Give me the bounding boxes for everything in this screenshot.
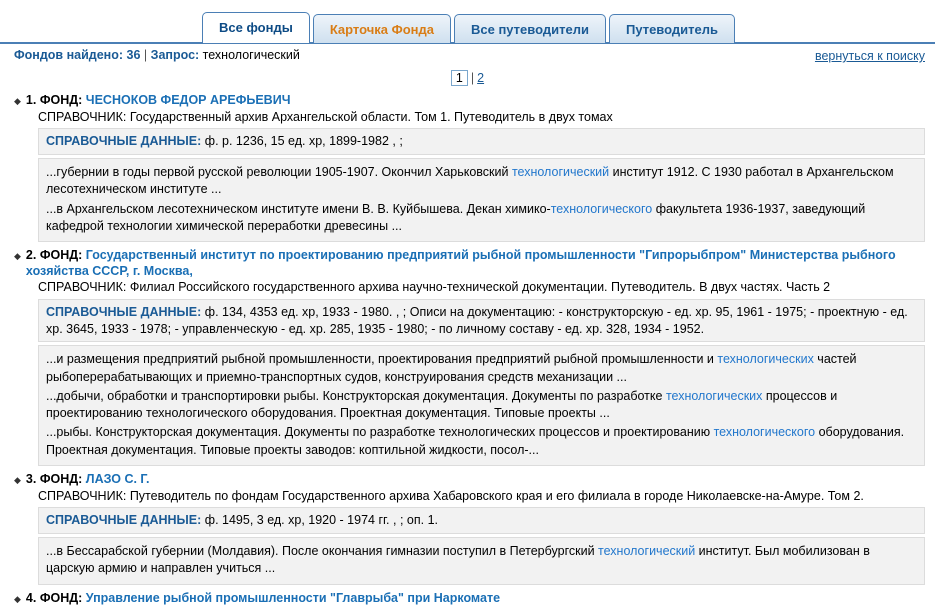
fond-number-label: 1. ФОНД: [25,93,83,107]
reference-data-value: ф. 134, 4353 ед. хр, 1933 - 1980. , ; Описи на документацию: - конструкторскую - ед. хр. 95, 1961 - 1975; - проектную - ед. хр. 3645, 1933 - 1978; - управленческую - ед. хр. 285, 1935 - 1980; - по личному составу - ед. хр. 328, 1934 - 1952. [46,304,908,336]
tab-all-guides[interactable]: Все путеводители [454,14,606,43]
bullet-icon: ◆ [14,474,21,485]
guide-label: СПРАВОЧНИК: [38,110,127,124]
snippet-text: оборудования. Проектная документация. Типовые проекты заводов: коптильной жидкости, посол-... [46,425,905,457]
snippet-text: ...добычи, обработки и транспортировки рыбы. Конструкторская документация. Документы по разработке [46,388,666,403]
query-value: технологический [202,48,300,62]
snippet-text: ...в Архангельском лесотехническом институте имени В. В. Куйбышева. Декан химико- [46,201,551,216]
guide-value: Филиал Российского государственного архива научно-технической документации. Путеводитель. В двух частях. Часть 2 [129,280,831,295]
tab-all-fonds[interactable]: Все фонды [202,12,310,43]
fond-name-link[interactable]: ЛАЗО С. Г. [85,471,150,486]
fond-name-link[interactable]: ЧЕСНОКОВ ФЕДОР АРЕФЬЕВИЧ [85,93,291,107]
snippet-text: ...в Бессарабской губернии (Молдавия). После окончания гимназии поступил в Петербургский [46,544,599,558]
bullet-icon: ◆ [14,593,21,604]
snippet-text: ...и размещения предприятий рыбной промышленности, проектирования предприятий рыбной промышленности и [46,352,718,367]
snippet-text: частей рыбоперерабатывающих и приемно-транспортных судов, конструирования средств механизации ... [46,352,857,384]
guide-label: СПРАВОЧНИК: [38,488,127,503]
snippet [46,351,917,386]
tab-guide[interactable]: Путеводитель [609,14,735,43]
result-heading [14,93,925,109]
pagination [0,66,935,89]
guide-line [38,109,925,125]
tab-fond-card[interactable]: Карточка Фонда [313,14,451,43]
snippet-keyword: технологический [511,165,610,180]
snippet [46,164,917,199]
reference-data-value: ф. 1495, 3 ед. хр, 1920 - 1974 гг. , ; оп. 1. [204,513,438,528]
fond-number-label: 3. ФОНД: [25,471,83,486]
found-count: 36 [126,48,141,62]
snippet [46,201,917,236]
fond-number-label: 2. ФОНД: [25,248,83,263]
snippet-keyword: технологического [550,201,653,216]
tab-bar [0,0,935,44]
result-item [14,93,925,242]
tab-list [202,12,735,43]
guide-line [38,279,925,295]
reference-data-label: СПРАВОЧНЫЕ ДАННЫЕ: [46,304,202,319]
result-item [14,248,925,466]
snippet-box [38,345,925,466]
results-info-bar [0,44,935,66]
snippet-keyword: технологических [717,352,814,367]
guide-value: Путеводитель по фондам Государственного архива Хабаровского края и его филиала в городе Николаевске-на-Амуре. Том 2. [129,488,864,503]
snippet [46,424,917,459]
snippet [46,388,917,423]
info-separator: | [143,48,148,62]
reference-data-box [38,507,925,534]
back-to-search-link[interactable]: вернуться к поиску [814,49,925,63]
snippet-keyword: технологический [598,544,696,558]
reference-data-label: СПРАВОЧНЫЕ ДАННЫЕ: [46,134,202,149]
results-list [0,89,935,613]
snippet-text: ...губернии в годы первой русской революции 1905-1907. Окончил Харьковский [46,165,512,180]
bullet-icon: ◆ [14,96,21,106]
snippet-box [38,158,925,242]
fond-name-link[interactable]: Государственный институт по проектированию предприятий рыбной промышленности "Гипрорыбпром" Министерства рыбного хозяйства СССР, г. Москва, [25,248,896,278]
result-heading [14,591,925,607]
snippet-box [38,537,925,585]
snippet-keyword: технологических [665,388,763,403]
snippet-text: ...рыбы. Конструкторская документация. Документы по разработке технологических процессов и проектированию [46,425,714,440]
snippet-text: факультета 1936-1937, заведующий кафедрой технологии химической переработки древесины ... [46,201,866,233]
guide-label: СПРАВОЧНИК: [38,280,127,295]
snippet-text: институт 1912. С 1930 работал в Архангельском лесотехническом институте ... [46,165,894,197]
reference-data-box [38,128,925,155]
result-heading [14,472,925,488]
bullet-icon: ◆ [14,251,21,262]
result-item [14,472,925,585]
reference-data-value: ф. р. 1236, 15 ед. хр, 1899-1982 , ; [204,134,403,149]
reference-data-label: СПРАВОЧНЫЕ ДАННЫЕ: [46,513,202,528]
result-heading [14,248,925,279]
query-label: Запрос: [150,48,200,62]
reference-data-box [38,299,925,343]
snippet-text: институт. Был мобилизован в царскую армию и направлен учиться ... [46,544,870,576]
page-separator: | [470,71,475,85]
guide-value: Государственный архив Архангельской области. Том 1. Путеводитель в двух томах [129,110,613,124]
snippet-keyword: технологического [713,425,816,440]
result-item [14,591,925,607]
page-link-2[interactable]: 2 [477,71,485,85]
fond-name-link[interactable]: Управление рыбной промышленности "Главрыба" при Наркомате [85,590,501,605]
snippet [46,543,917,578]
fond-number-label: 4. ФОНД: [25,590,83,605]
guide-line [38,488,925,504]
found-label: Фондов найдено: [14,48,124,62]
snippet-text: процессов и проектированию технологического оборудования. Проектная документация. Типовые проекты ... [46,388,838,421]
page-current[interactable]: 1 [451,70,468,86]
